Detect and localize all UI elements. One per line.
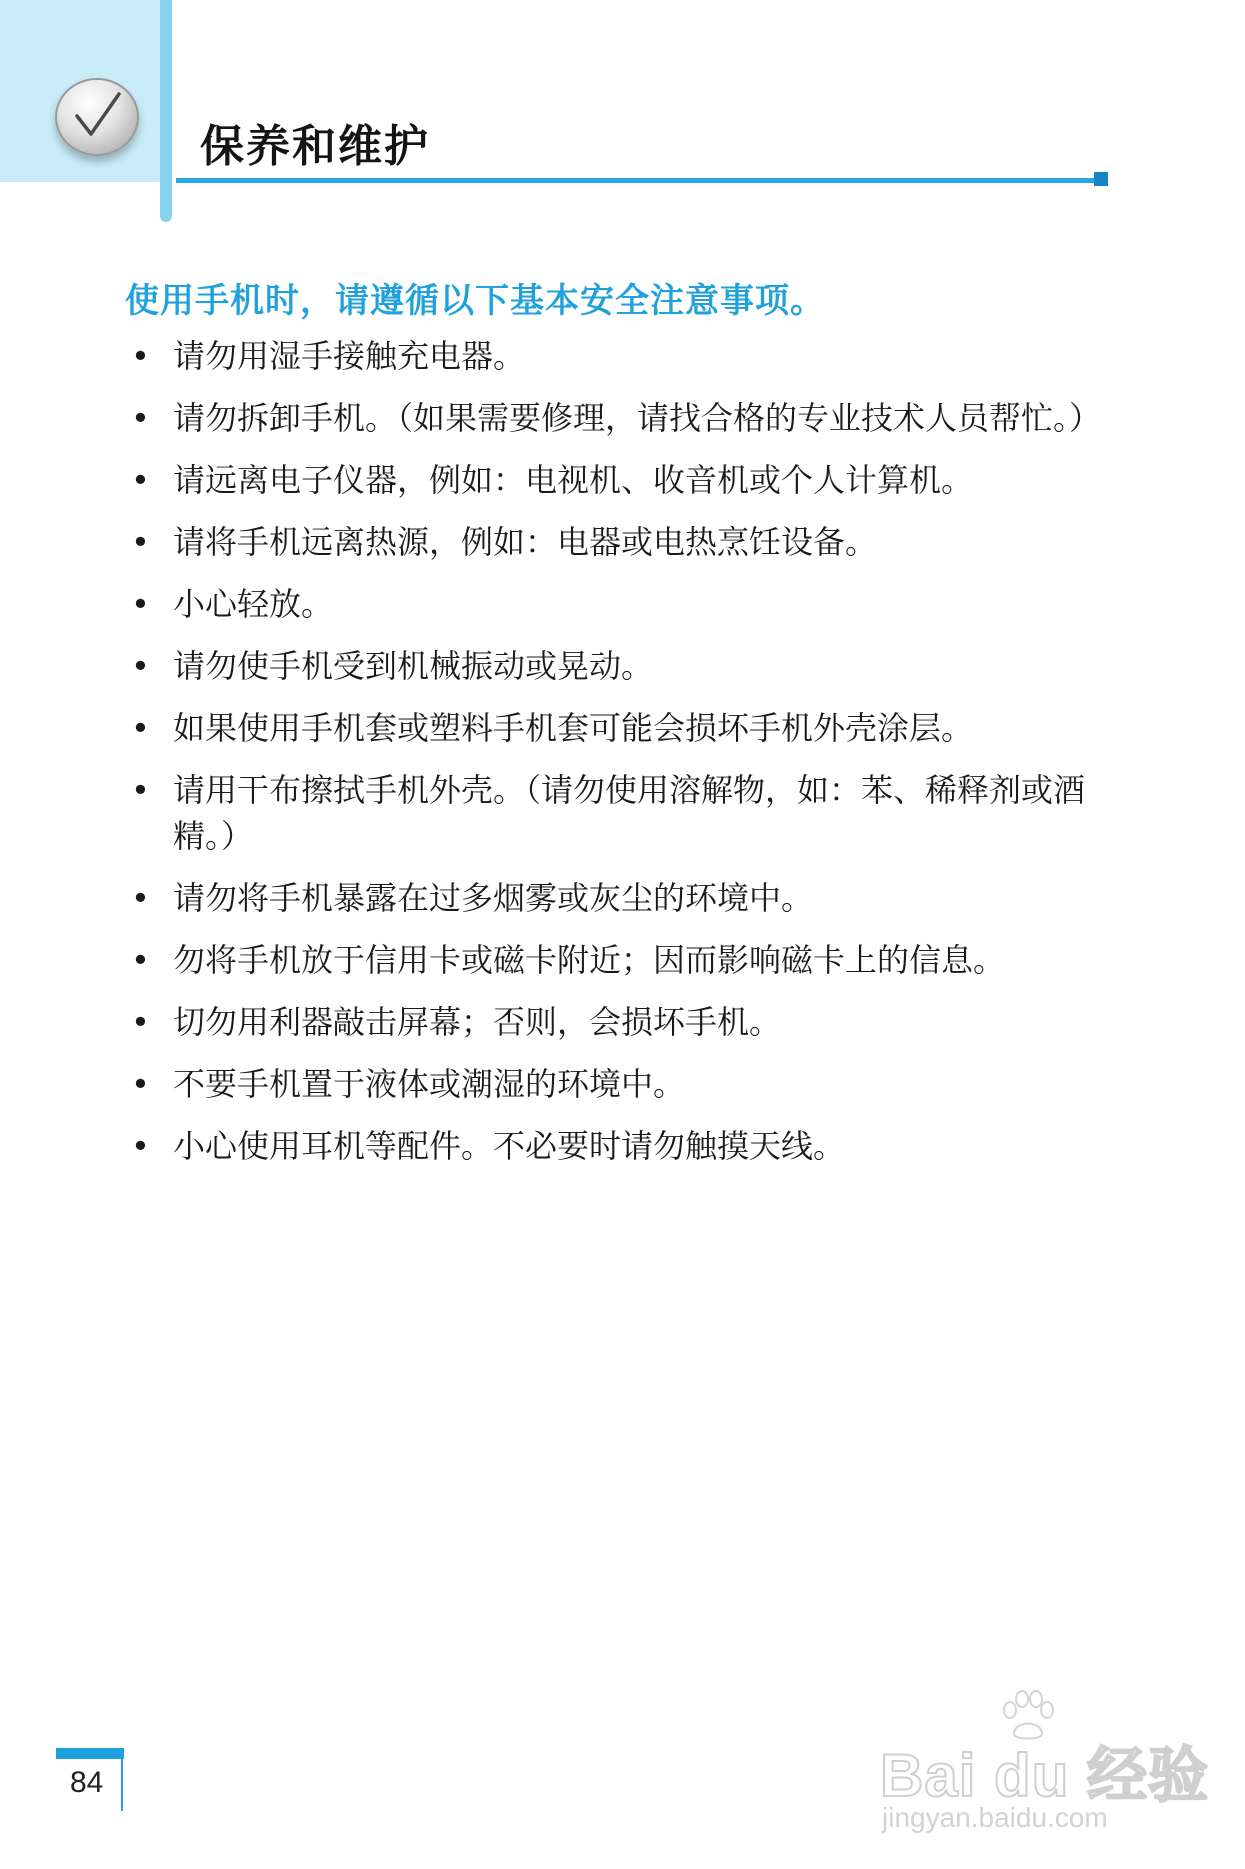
- bullet-icon: •: [131, 399, 150, 437]
- list-item: [125, 767, 1115, 859]
- bullet-icon: •: [131, 647, 150, 685]
- bullet-icon: •: [131, 1127, 150, 1165]
- list-item-text: 小心轻放。: [173, 585, 334, 623]
- list-item: [125, 457, 1115, 503]
- list-item: [125, 1123, 1115, 1169]
- footer-accent-bar: [56, 1748, 124, 1759]
- list-item-text: 请远离电子仪器，例如：电视机、收音机或个人计算机。: [173, 461, 974, 499]
- list-item: [125, 705, 1115, 751]
- title-underline: [176, 178, 1096, 183]
- corner-accent-bar: [160, 0, 172, 222]
- list-item: [125, 999, 1115, 1045]
- bullet-icon: •: [131, 879, 150, 917]
- list-item: [125, 1061, 1115, 1107]
- list-item-text: 不要手机置于液体或潮湿的环境中。: [173, 1065, 686, 1103]
- list-item: [125, 333, 1115, 379]
- list-item-text: 请勿将手机暴露在过多烟雾或灰尘的环境中。: [173, 879, 814, 917]
- footer-divider: [121, 1759, 123, 1811]
- list-item-text: 勿将手机放于信用卡或磁卡附近；因而影响磁卡上的信息。: [173, 941, 1006, 979]
- list-item: [125, 395, 1115, 441]
- watermark-url: jingyan.baidu.com: [882, 1802, 1108, 1833]
- check-mark-icon: [55, 78, 139, 156]
- bullet-icon: •: [131, 523, 150, 561]
- baidu-watermark: [880, 1690, 1210, 1840]
- list-item: [125, 643, 1115, 689]
- bullet-icon: •: [131, 709, 150, 747]
- safety-list: [125, 333, 1115, 1185]
- bullet-icon: •: [131, 337, 150, 375]
- page-number: 84: [70, 1766, 104, 1799]
- list-item-text: 如果使用手机套或塑料手机套可能会损坏手机外壳涂层。: [173, 709, 974, 747]
- bullet-icon: •: [131, 771, 150, 809]
- list-item: [125, 581, 1115, 627]
- watermark-logo: Bai du 经验: [880, 1742, 1210, 1809]
- bullet-icon: •: [131, 461, 150, 499]
- list-item-text: 请勿使手机受到机械振动或晃动。: [173, 647, 654, 685]
- bullet-icon: •: [131, 585, 150, 623]
- list-item-text: 请勿拆卸手机。（如果需要修理，请找合格的专业技术人员帮忙。）: [173, 399, 1102, 437]
- bullet-icon: •: [131, 1003, 150, 1041]
- section-heading: 使用手机时，请遵循以下基本安全注意事项。: [125, 281, 825, 321]
- list-item-text: 请勿用湿手接触充电器。: [173, 337, 526, 375]
- list-item: [125, 875, 1115, 921]
- bullet-icon: •: [131, 1065, 150, 1103]
- list-item-text: 请将手机远离热源，例如：电器或电热烹饪设备。: [173, 523, 878, 561]
- list-item: [125, 937, 1115, 983]
- page-title: 保养和维护: [200, 121, 430, 172]
- list-item-text: 请用干布擦拭手机外壳。（请勿使用溶解物，如：苯、稀释剂或酒精。）: [173, 771, 1086, 855]
- list-item: [125, 519, 1115, 565]
- list-item-text: 切勿用利器敲击屏幕；否则，会损坏手机。: [173, 1003, 782, 1041]
- bullet-icon: •: [131, 941, 150, 979]
- title-underline-end: [1094, 172, 1108, 186]
- list-item-text: 小心使用耳机等配件。不必要时请勿触摸天线。: [173, 1127, 846, 1165]
